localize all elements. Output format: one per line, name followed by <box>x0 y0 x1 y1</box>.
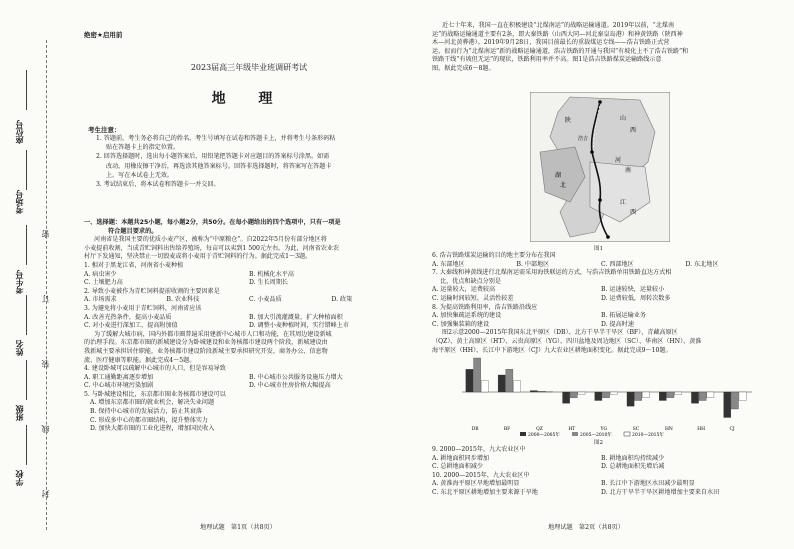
note-line: 改动，用橡皮擦干净后，再选涂其他答案标号。回答非选择题时，将答案写在答题卡 <box>106 162 332 170</box>
legend-swatch <box>624 432 630 436</box>
options <box>432 455 770 464</box>
note-line: 上。写在本试卷上无效。 <box>106 171 174 179</box>
fill-line <box>26 360 27 400</box>
option[interactable]: B. 机械化水平高 <box>249 270 294 278</box>
option[interactable]: A. 黄淮海平原区旱地增加最明显 <box>432 480 520 488</box>
map-label: 河 <box>615 157 622 164</box>
station-marker <box>606 235 610 239</box>
bar <box>699 392 706 401</box>
option[interactable]: B. 农业科技 <box>166 296 200 304</box>
map-label: 北 <box>560 182 567 189</box>
legend-label: 2010—2015年 <box>632 433 664 438</box>
page-footer-left: 地理试题 第1页（共8页） <box>200 524 276 531</box>
bar <box>563 392 570 403</box>
name-label: 姓名 <box>15 340 24 356</box>
seal-char-1: 密 <box>41 230 50 238</box>
option[interactable]: A. 耕地面积同步增加 <box>432 454 490 462</box>
bar <box>627 392 634 406</box>
figure-2-caption: 图2 <box>594 440 603 446</box>
bar <box>642 392 649 398</box>
bar <box>506 369 513 392</box>
options <box>84 279 414 288</box>
railway-label: 浩吉 <box>578 136 589 142</box>
options <box>432 489 770 498</box>
bar <box>595 392 602 401</box>
option[interactable]: B. 拓展运输业务 <box>601 312 646 320</box>
seal-char-2: 订 <box>41 295 50 303</box>
option[interactable]: D. 东北地区 <box>685 260 719 268</box>
bar <box>739 392 746 401</box>
options <box>84 314 414 323</box>
option[interactable]: B. 运速较快，运量较小 <box>601 286 665 294</box>
option[interactable]: B. 中部地区 <box>516 260 550 268</box>
category-label: HH <box>697 427 706 432</box>
category-label: YG <box>600 427 608 432</box>
class-label: 班级 <box>15 405 24 421</box>
question-10: 10. 2000—2015年，九大农业区中 <box>432 471 530 479</box>
bar <box>667 392 674 398</box>
option[interactable]: B. 耕地面积均持续减少 <box>601 454 665 462</box>
question-4: 4. 建设卧城可以疏解中心城市的人口，但是容易导致 <box>84 365 226 373</box>
map-label: 西 <box>630 127 637 134</box>
bar <box>570 392 577 398</box>
options <box>84 382 414 391</box>
bar <box>635 392 642 401</box>
option[interactable]: D. 总耕地面积先增后减 <box>601 463 665 471</box>
bar <box>474 358 481 392</box>
page-footer-right: 地理试题 第2页（共8页） <box>548 524 624 531</box>
map-label: 陕 <box>565 117 572 124</box>
examinee-no-label: 考生号 <box>15 270 24 294</box>
seal-char-4: 线 <box>41 425 50 433</box>
options <box>432 463 770 472</box>
fill-line <box>26 425 27 465</box>
question-2: 2. 导致小麦被作为青贮饲料提前收割的主要因素是 <box>84 287 220 295</box>
bar <box>707 392 714 398</box>
category-label: HN <box>665 427 673 432</box>
options <box>432 286 770 295</box>
farmland-change-charts <box>432 352 770 442</box>
seal-char-3: 装 <box>41 360 50 368</box>
option[interactable]: D. 生长周期长 <box>249 279 289 287</box>
school-label: 学校 <box>15 470 24 486</box>
options <box>432 295 770 304</box>
bar <box>466 369 473 392</box>
map-label: 江 <box>620 199 627 206</box>
note-line: 2. 回答选择题时，选出每小题答案后，用铅笔把答题卡对应题目的答案标号涂黑。如需 <box>96 153 330 161</box>
bar <box>724 392 731 418</box>
bar <box>481 381 488 392</box>
right-questions-b <box>432 446 770 498</box>
intro-line: 图。据此完成6～8题。 <box>432 64 495 72</box>
note-line: 1. 答题前，考生务必将自己的姓名、考生号填写在试卷和答题卡上，并将考生号条形码粘 <box>96 135 336 142</box>
intro-line: 我新城主要承担居住职能，业务核都市建设阶段新城主要承担研究开发、商务办公、信息物 <box>84 347 328 355</box>
exam-title: 2023届高三年级毕业班调研考试 <box>190 63 308 72</box>
category-label: SC <box>632 427 640 432</box>
secret-mark: 绝密★启用前 <box>84 31 123 39</box>
notes-list <box>96 134 416 189</box>
right-questions-a <box>432 252 770 355</box>
bar <box>691 392 698 403</box>
intro-line: （QZ）、黄土高原区（HT）、云贵高原区（YG）、四川盆地及周边地区（SC）、华南区（HN）、黄淮 <box>432 337 702 345</box>
intro-line: 小麦提前收割，当成青贮饲料出售给养殖场，每亩可以卖到1 500元左右。为此，河南省农业农 <box>84 244 340 252</box>
note-line: 贴在答题卡上的指定位置。 <box>106 144 180 152</box>
map-label: 湖 <box>555 172 562 179</box>
option[interactable]: A. 加快集疏运系统的建设 <box>432 312 502 320</box>
option[interactable]: A. 东部地区 <box>432 260 465 268</box>
fill-line <box>26 70 27 110</box>
intro-line: 木—河北黄骅港）。2019年9月28日，我国目前最长的重载煤运专线——浩吉铁路正式营 <box>432 39 670 47</box>
option[interactable]: C. 总耕地面积减少 <box>432 463 483 471</box>
section-heading: 一、选择题：本题共25小题，每小题2分，共50分。在每小题给出的四个选项中，只有一项是 <box>84 219 341 226</box>
question-7-cont: 比，优点和缺点分别是 <box>440 277 501 285</box>
question-1: 1. 相对于黑龙江省，河南省小麦种植 <box>84 261 184 269</box>
intro-line: 海平原区（HH）、长江中下游地区（CJ）九大农业区耕地面积变化。据此完成9～10题。 <box>432 346 672 354</box>
option[interactable]: D. 运费较低，周转次数多 <box>601 294 671 302</box>
section-heading-cont: 符合题目要求的。 <box>108 227 158 235</box>
bar <box>602 392 609 398</box>
notes-heading: 考生注意： <box>88 126 121 134</box>
options <box>432 480 770 489</box>
map-label: 南 <box>625 167 632 174</box>
binding-strip <box>6 30 62 535</box>
option[interactable]: A. 市场需求 <box>84 296 117 304</box>
question-5: 5. 与卧城建设相比，东京都市圈业务核都市建设可以 <box>84 390 226 398</box>
intro-line: 近七十年来，我国一直在积极建设“北煤南运”的战略运输通道。2019年以前，“北煤南 <box>442 22 675 29</box>
options <box>84 296 414 305</box>
zone-label: 座位号 <box>15 120 24 144</box>
intro-line: 河南省是我国主要的优质小麦产区，被称为“中原粮仓”。自2022年5月份有部分地区将 <box>94 236 327 244</box>
question-7: 7. 大秦线和神黄线进行北煤南运需采用海铁联运的方式，与浩吉铁路单用铁路直达方式相 <box>432 269 672 277</box>
map-label: 西 <box>630 209 637 216</box>
category-label: CJ <box>729 427 735 432</box>
intro-line: 村厅下发通知，坚决禁止一切毁麦或将小麦用于青贮饲料的行为。据此完成1～3题。 <box>84 253 312 261</box>
option[interactable]: C. 加强集装箱的建设 <box>432 320 490 328</box>
category-label: QZ <box>536 427 543 432</box>
bar <box>731 392 738 409</box>
legend-swatch <box>520 432 526 436</box>
option[interactable]: C. 运输时间较短，灵活性较差 <box>432 294 514 302</box>
legend-label: 2000—2005年 <box>528 433 560 438</box>
bar-chart-group <box>462 358 752 432</box>
option[interactable]: B. 长江中下游地区水田减少最明显 <box>601 480 695 488</box>
options <box>84 374 414 383</box>
fill-line <box>26 225 27 265</box>
intro-line: 为了缓解大城市病，国内外都市圈普遍采用建新中心城市人口和功能，在其周边建设新城 <box>94 330 332 338</box>
option[interactable]: D. 调整小麦种植时间，实行错峰上市 <box>249 322 349 330</box>
option[interactable]: B. 中心城市公共服务设施压力增大 <box>249 373 343 381</box>
subject-title: 地 理 <box>211 91 287 107</box>
intro-line: 图2示意2000—2015年我国东北平原区（DB）、北方干旱半干旱区（BF）、青藏高原区 <box>442 329 678 337</box>
seal-line <box>46 40 47 530</box>
option[interactable]: B. 保持中心城市的发展活力，防止其衰落 <box>90 408 202 416</box>
option[interactable]: D. 中心城市住房价格大幅提高 <box>249 382 331 390</box>
figure-1-caption: 图1 <box>594 246 603 252</box>
station-marker <box>590 150 594 154</box>
option[interactable]: A. 病虫害少 <box>84 270 117 278</box>
bar <box>675 392 682 395</box>
option[interactable]: C. 西部地区 <box>601 260 634 268</box>
fill-line <box>26 150 27 190</box>
station-marker <box>598 198 602 202</box>
exam-no-label: 考场号 <box>15 190 24 214</box>
option[interactable]: D. 提高时速 <box>601 320 634 328</box>
question-3: 3. 为避免将小麦用于青贮饲料，河南省应该 <box>84 304 202 312</box>
bar <box>546 391 553 392</box>
option[interactable]: C. 小麦品质 <box>249 296 282 304</box>
station-marker <box>598 100 602 104</box>
bar <box>578 392 585 395</box>
intro-line: 运”的战略运输通道主要有2条，即大秦铁路（山西大同—河北秦皇岛港）和神黄铁路（陕西神 <box>432 30 683 38</box>
option[interactable]: C. 中心城市环境污染加剧 <box>84 382 154 390</box>
question-9: 9. 2000—2015年，九大农业区中 <box>432 446 526 453</box>
intro-line: 运，很而行为“北煤南运”新的战略运输通道，浩吉铁路的开通与我国“有坡化上不了浩吉铁路”和 <box>432 47 689 55</box>
intro-line: 流、医疗健康等职能。据此完成4～5题。 <box>84 356 196 364</box>
note-line: 3. 考试结束后，将本试卷和答题卡一并交回。 <box>96 181 220 189</box>
option[interactable]: B. 加大引流灌溉量，扩大种植面积 <box>249 313 343 321</box>
options <box>432 261 770 270</box>
question-8: 8. 为提高铁路利用率，浩吉铁路沿线应 <box>432 303 538 311</box>
option[interactable]: A. 运量较大，运费较高 <box>432 286 496 294</box>
bar <box>610 392 617 395</box>
option[interactable]: D. 加快大都市圈的工业化进程，增加国民收入 <box>90 425 215 433</box>
option[interactable]: C. 形成多中心的都市圈结构，提升整体实力 <box>90 416 209 424</box>
category-label: DB <box>471 427 479 432</box>
category-label: HT <box>568 427 576 432</box>
question-6: 6. 浩吉铁路煤炭运输的目的地主要分布在我国 <box>432 252 556 259</box>
seal-char-5: 封 <box>41 490 50 498</box>
options <box>84 322 414 331</box>
intro-line: 的治理手段。东京都市圈的新城建设分为卧城建设和业务核都市建设两个阶段，新城建设由 <box>84 339 328 347</box>
option[interactable]: A. 增加东京都市圈的就业机会，解决失业问题 <box>90 399 215 407</box>
intro-line: 铁路干线“有坡但无运”的现状，铁路利用率并不高。图1是浩吉铁路煤炭运输路线示意 <box>432 56 662 64</box>
bar <box>530 391 537 392</box>
options <box>432 312 770 321</box>
option[interactable]: D. 北方干旱半干旱区耕地增加主要来自水田 <box>601 488 720 496</box>
option[interactable]: A. 改善光热条件，提高小麦品质 <box>84 313 172 321</box>
option[interactable]: A. 职工通勤距离逐步增加 <box>84 373 154 381</box>
category-label: BF <box>503 427 511 432</box>
bar <box>659 392 666 401</box>
bar <box>513 381 520 392</box>
bar <box>538 391 545 392</box>
option[interactable]: D. 政策 <box>331 296 353 304</box>
chart-legend <box>520 431 664 438</box>
option[interactable]: C. 土壤肥力高 <box>84 279 123 287</box>
option[interactable]: C. 对小麦进行深加工，提高附加值 <box>84 322 178 330</box>
legend-label: 2005—2010年 <box>580 433 612 438</box>
map-label: 山 <box>620 115 627 122</box>
fill-line <box>26 295 27 335</box>
left-questions <box>84 219 414 434</box>
option[interactable]: C. 东北平原区耕地增加主要来源于旱地 <box>432 488 538 496</box>
legend-swatch <box>572 432 578 436</box>
bar <box>498 375 505 392</box>
right-intro <box>432 22 770 74</box>
railway-map <box>530 92 670 242</box>
options <box>84 271 414 280</box>
